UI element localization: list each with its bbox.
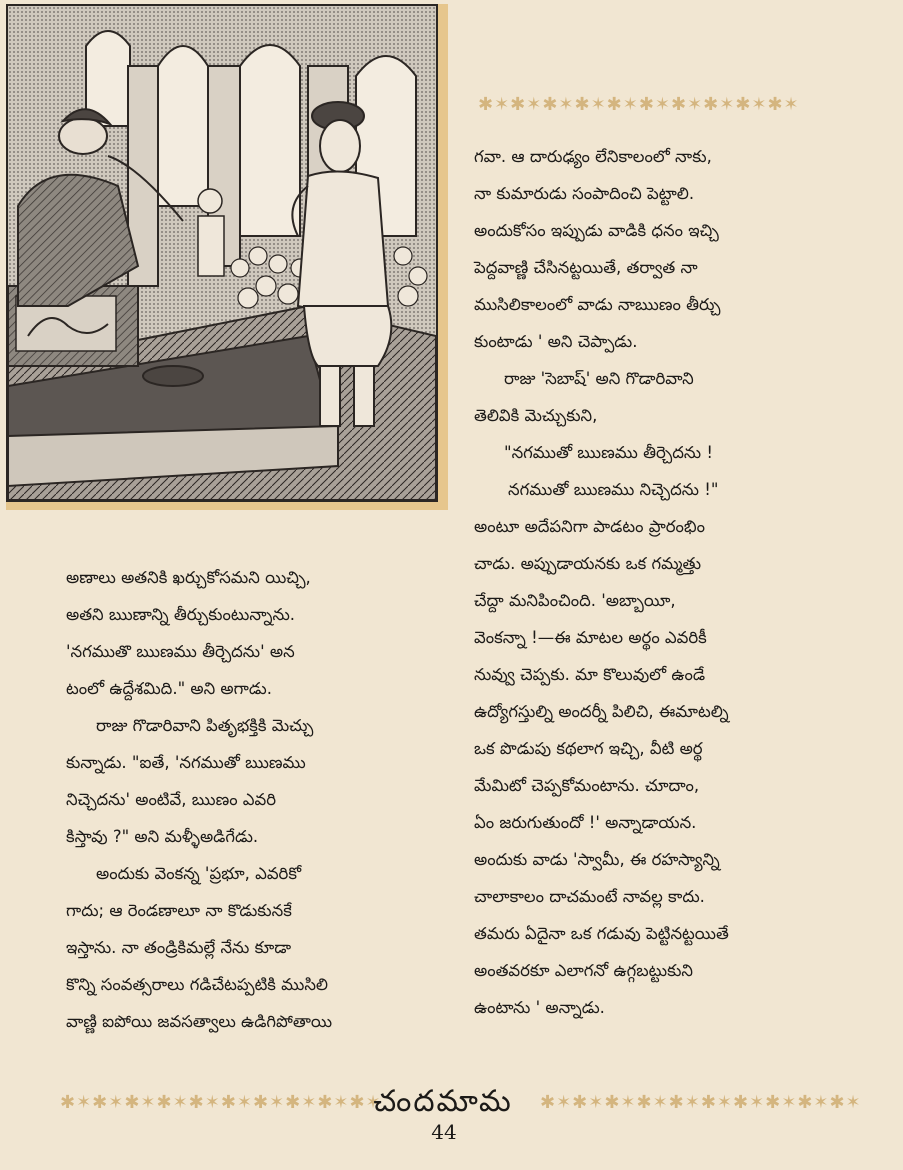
text-line: కున్నాడు. "ఐతే, 'నగముతో ఋణము xyxy=(66,753,306,772)
decorative-star-pattern: ✱✶✱✶✱✶✱✶✱✶✱✶✱✶✱✶✱✶✱✶ xyxy=(540,1091,862,1113)
text-line: అందుకు వెంకన్న 'ప్రభూ, ఎవరికో xyxy=(96,864,302,883)
magazine-title: చందమామ xyxy=(373,1084,513,1119)
text-line: తెలివికి మెచ్చుకుని, xyxy=(474,406,598,425)
text-line: నువ్వు చెప్పకు. మా కొలువులో ఉండే xyxy=(474,665,706,684)
text-line: కొన్ని సంవత్సరాలు గడిచేటప్పటికి ముసిలి xyxy=(66,975,329,994)
decorative-band-bottom-left xyxy=(60,1091,382,1113)
text-line: ఏం జరుగుతుందో !' అన్నాడాయన. xyxy=(474,813,697,832)
text-line: అందుకోసం ఇప్పుడు వాడికి ధనం ఇచ్చి xyxy=(474,221,719,240)
text-line: "నగముతో ఋణము తీర్చెదను ! xyxy=(504,443,713,462)
text-line: చాడు. అప్పుడాయనకు ఒక గమ్మత్తు xyxy=(474,554,702,573)
text-line: రాజు గొడారివాని పితృభక్తికి మెచ్చు xyxy=(96,716,314,735)
text-line: టంలో ఉద్దేశమిది." అని అగాడు. xyxy=(66,679,272,698)
text-line: వెంకన్నా !—ఈ మాటల అర్థం ఎవరికీ xyxy=(474,628,707,647)
decorative-band-top xyxy=(478,94,830,114)
text-line: చాలాకాలం దాచమంటే నావల్ల కాదు. xyxy=(474,887,705,906)
text-line: ఒక పొడుపు కథలాగ ఇచ్చి, వీటి అర్థ xyxy=(474,739,703,758)
text-line: నిచ్చెదను' అంటివే, ఋణం ఎవరి xyxy=(66,790,277,809)
text-line: కిస్తావు ?" అని మళ్ళీఅడిగేడు. xyxy=(66,827,259,846)
text-line: ఉద్యోగస్తుల్ని అందర్నీ పిలిచి, ఈమాటల్ని xyxy=(474,702,729,721)
decorative-star-pattern: ✱✶✱✶✱✶✱✶✱✶✱✶✱✶✱✶✱✶✱✶ xyxy=(60,1091,382,1113)
illustration-border-right xyxy=(438,4,448,508)
text-line: 'నగముతొ ఋణము తీర్చెదను' అన xyxy=(66,642,295,661)
text-line: అందుకు వాడు 'స్వామీ, ఈ రహస్యాన్ని xyxy=(474,850,720,869)
text-line: రాజు 'సెబాష్' అని గొడారివాని xyxy=(504,369,694,388)
text-line: గాదు; ఆ రెండణాలూ నా కొడుకునకే xyxy=(66,901,292,920)
text-line: కుంటాడు ' అని చెప్పాడు. xyxy=(474,332,638,351)
text-line: పెద్దవాణ్ణి చేసినట్టయితే, తర్వాత నా xyxy=(474,258,698,277)
decorative-band-bottom-right xyxy=(540,1091,862,1113)
text-line: ఇస్తాను. నా తండ్రికిమల్లే నేను కూడా xyxy=(66,938,292,957)
text-line: ఉంటాను ' అన్నాడు. xyxy=(474,998,605,1017)
text-line: తమరు ఏదైనా ఒక గడువు పెట్టినట్టయితే xyxy=(474,924,729,943)
text-line: మేమిటో చెప్పకోమంటాను. చూదాం, xyxy=(474,776,700,795)
page-number: 44 xyxy=(431,1120,457,1144)
text-line: ముసిలికాలంలో వాడు నాఋణం తీర్చు xyxy=(474,295,721,314)
right-column xyxy=(474,138,729,1026)
text-line: అతని ఋణాన్ని తీర్చుకుంటున్నాను. xyxy=(66,605,296,624)
text-line: నా కుమారుడు సంపాదించి పెట్టాలి. xyxy=(474,184,695,203)
text-line: గవా. ఆ దారుఢ్యం లేనికాలంలో నాకు, xyxy=(474,147,712,166)
left-column xyxy=(66,559,332,1040)
text-line: చేద్దా మనిపించింది. 'అబ్బాయీ, xyxy=(474,591,676,610)
decorative-star-pattern: ✱✶✱✶✱✶✱✶✱✶✱✶✱✶✱✶✱✶✱✶ xyxy=(478,93,800,115)
court-scene-illustration xyxy=(6,4,438,502)
text-line: వాణ్ణి ఐపోయి జవసత్వాలు ఉడిగిపోతాయి xyxy=(66,1012,333,1031)
text-line: అణాలు అతనికి ఖర్చుకోసమని యిచ్చి, xyxy=(66,568,311,587)
text-line: నగముతో ఋణము నిచ్చెదను !" xyxy=(508,480,719,499)
text-line: అంతవరకూ ఎలాగనో ఉగ్గబట్టుకుని xyxy=(474,961,694,980)
text-line: అంటూ అదేపనిగా పాడటం ప్రారంభిం xyxy=(474,517,705,536)
